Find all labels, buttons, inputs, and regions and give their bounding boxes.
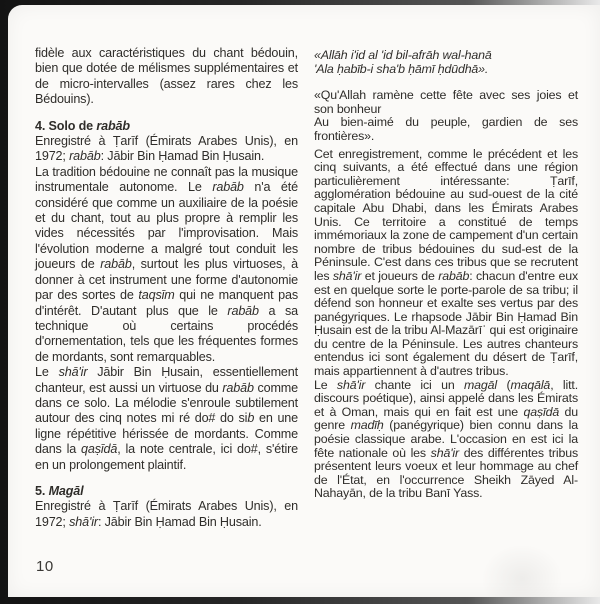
text-run: qui ne manquent pas d'intérêt. D'autant plus que le — [35, 288, 298, 318]
track-4-analysis — [35, 365, 298, 473]
text-run: rabāb — [69, 149, 101, 164]
text-run: : Jābir Bin Ḥamad Bin Ḥusain. — [97, 514, 262, 529]
text-run: en une ligne répétitive hérissée de mordants. Comme dans la — [35, 411, 299, 457]
text-run: rabāb — [96, 118, 130, 133]
text-run: , surtout les plus virtuoses, à donner à cet instrument une forme d'autonomie par des sortes de — [35, 257, 298, 303]
text-run: Magāl — [48, 483, 84, 498]
text-run: b — [247, 411, 255, 426]
heading-track-4 — [35, 119, 298, 134]
text-run: 5. — [35, 483, 49, 498]
recording-context — [314, 148, 578, 379]
left-column — [35, 46, 298, 530]
text-run: Enregistré à Ṭarīf (Émirats Arabes Unis), en 1972; — [35, 134, 298, 164]
text-run: shā'ir — [430, 445, 459, 460]
text-run: rabāb — [222, 380, 254, 395]
text-run: n'a été considéré que comme un auxiliaire de la poésie et du chant, tout au plus propre à remplir les vides nécessités par l'improvisation. Mais l'évolution moderne a malgré tout conduit les joueurs de — [35, 180, 298, 272]
text-run: qaṣīdā — [81, 442, 118, 457]
text-run: : chacun d'entre eux est en quelque sorte le porte-parole de sa tribu; il défend son honneur et exalte ses vertus par des panégyriques. Le rhapsode Jābir Bin Ḥamad Bin Ḥusain est de la tribu Al-Mazārīʿ qui est originaire du centre de la Péninsule. Les autres chanteurs entendus ici sont également du désert de Ṭarīf, mais appartiennent à d'autres tribus. — [314, 268, 579, 379]
text-run: Le — [35, 365, 59, 380]
text-run: chante ici un — [365, 377, 465, 392]
text-run: shā'ir — [69, 514, 98, 529]
text-run: Jābir Bin Ḥusain, essentiellement chanteur, est aussi un virtuose du — [35, 365, 298, 395]
text-run: maqālā — [510, 377, 551, 392]
text-run: des différentes tribus présentent leurs voeux et leur hommage au chef de l'État, en l'occurrence Sheikh Zāyed Al-Nahayān, de la tribu Banī Yass. — [314, 445, 578, 501]
text-run: Enregistré à Ṭarīf (Émirats Arabes Unis), en 1972; — [35, 499, 298, 529]
text-run: (panégyrique) bien connu dans la poésie classique arabe. L'occasion en est ici la fête nationale où les — [314, 418, 578, 460]
track-4-credits-and-description — [35, 134, 298, 365]
text-run: «Allāh i'id al 'id bil-afrāh wal-hanā — [314, 48, 492, 62]
text-run: «Qu'Allah ramène cette fête avec ses joies et son bonheur — [314, 88, 578, 116]
text-run: Au bien-aimé du peuple, gardien de ses frontières». — [314, 115, 578, 143]
page-number: 10 — [36, 558, 54, 575]
text-run: shā'ir — [332, 268, 362, 283]
text-run: du genre — [314, 404, 578, 433]
text-run: et joueurs de — [361, 268, 439, 283]
text-run: rabāb — [100, 257, 132, 272]
track-5-credits — [35, 499, 298, 530]
text-run: comme dans ce solo. La mélodie s'enroule subtilement autour des cinq notes mi ré do# do si — [35, 380, 298, 426]
text-run: rabāb — [212, 180, 244, 195]
text-run: , la note centrale, ici do#, s'étire en un prolongement plaintif. — [35, 442, 298, 472]
text-run: 4. Solo de — [35, 118, 97, 133]
text-run: : Jābir Bin Ḥamad Bin Ḥusain. — [100, 149, 265, 164]
heading-track-5 — [35, 484, 298, 499]
text-run: Cet enregistrement, comme le précédent et les cinq suivants, a été effectué dans une région particulièrement intéressante: Ṭarīf, agglomération bédouine au sud-ouest de la cité capitale Abu Dhabi, dans les Émirats Arabes Unis. Ce territoire a constitué de temps immémoriaux la zone de campement d'un certain nombre de tribus bédouines du sud-est de la Péninsule. C'est dans ces tribus que se recrutent les — [314, 146, 578, 283]
text-run: La tradition bédouine ne connaît pas la musique instrumentale autonome. Le — [35, 164, 298, 195]
text-run: fidèle aux caractéristiques du chant bédouin, bien que dotée de mélismes supplémentaires et de micro-intervalles (assez rares chez les Bédouins). — [35, 46, 298, 107]
text-run: 'Ala ḥabīb-i sha'b ḥāmī ḥdūdhā». — [314, 61, 489, 76]
text-run: taqsīm — [138, 288, 175, 303]
right-column — [314, 49, 578, 501]
booklet-page — [8, 5, 600, 597]
text-run: rabāb — [438, 268, 470, 283]
text-run: madīḥ — [350, 418, 384, 433]
text-run: qaṣīdā — [523, 404, 560, 419]
text-run: rabāb — [227, 303, 259, 318]
arabic-transliteration — [314, 49, 578, 76]
text-run: Le — [314, 377, 337, 392]
text-run: a sa technique où certains procédés d'ornementation, tels que les fréquentes formes de mordants, sont remarquables. — [35, 303, 298, 364]
text-run: ( — [497, 377, 511, 392]
scan-shadow — [482, 545, 562, 597]
text-run: shā'ir — [336, 377, 366, 392]
french-translation — [314, 89, 578, 143]
text-run: shā'ir — [58, 365, 88, 380]
text-run: , litt. discours poétique), ainsi appelé dans les Émirats et à Oman, mais qui en fait est une — [314, 377, 578, 419]
magal-description — [314, 379, 578, 501]
intro-paragraph — [35, 46, 298, 108]
text-run: magāl — [464, 377, 498, 392]
